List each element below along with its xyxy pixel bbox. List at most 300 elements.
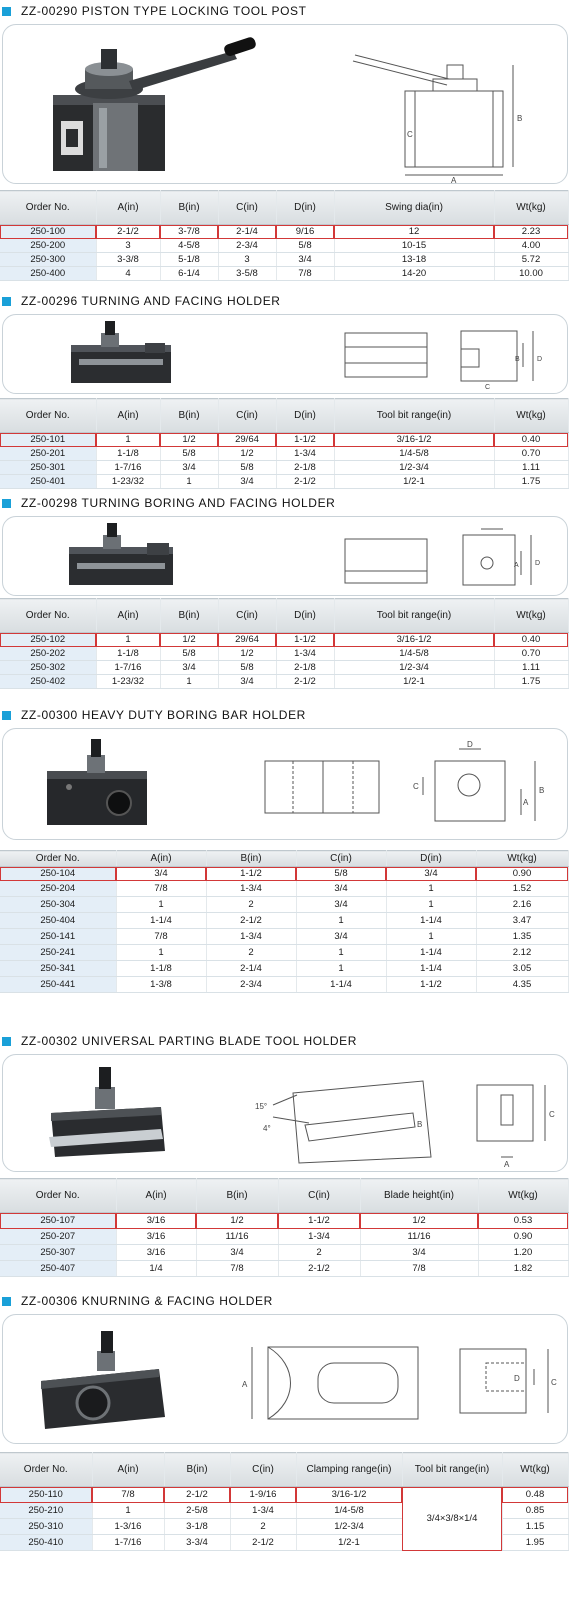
table-cell: 4.35: [476, 977, 568, 993]
section-title: ZZ-00306 KNURNING & FACING HOLDER: [21, 1294, 273, 1308]
table-cell: 0.70: [494, 447, 568, 461]
table-cell: 2: [278, 1245, 360, 1261]
table-cell: 0.48: [502, 1487, 568, 1503]
table-cell: 2-1/4: [218, 225, 276, 239]
table-row: [0, 675, 568, 689]
table-cell: 250-402: [0, 675, 96, 689]
table-cell: 1-3/4: [276, 647, 334, 661]
table-cell: 1-3/8: [116, 977, 206, 993]
table-cell: 1/2-1: [334, 475, 494, 489]
col-header: D(in): [276, 191, 334, 225]
table-cell: 1: [116, 897, 206, 913]
table-cell: 6-1/4: [160, 267, 218, 281]
table-cell: 3-5/8: [218, 267, 276, 281]
table-cell: 0.90: [478, 1229, 568, 1245]
table-cell: 1.82: [478, 1261, 568, 1277]
table-row: [0, 945, 568, 961]
table-cell: 3: [218, 253, 276, 267]
table-cell: 0.70: [494, 647, 568, 661]
table-cell: 1: [96, 633, 160, 647]
table-cell: 1/4-5/8: [334, 647, 494, 661]
dim-label-c: C: [551, 1378, 557, 1387]
product-image-panel: [2, 1314, 568, 1444]
table-cell: 1-3/4: [276, 447, 334, 461]
table-cell: 3/4: [386, 867, 476, 881]
table-cell: 1-7/16: [96, 661, 160, 675]
table-cell: 1/2: [218, 447, 276, 461]
table-cell: 1/2: [160, 633, 218, 647]
table-cell: 1-1/2: [276, 433, 334, 447]
col-header: Wt(kg): [494, 191, 568, 225]
table-cell: 250-302: [0, 661, 96, 675]
table-cell: 5/8: [160, 447, 218, 461]
table-cell: 3/4: [296, 897, 386, 913]
table-row: [0, 475, 568, 489]
table-cell: 1/2-1: [334, 675, 494, 689]
col-header: C(in): [296, 851, 386, 867]
table-cell: 1: [92, 1503, 164, 1519]
col-header: B(in): [164, 1453, 230, 1487]
col-header: A(in): [116, 1179, 196, 1213]
table-cell: 1: [96, 433, 160, 447]
dim-label-d: D: [514, 1374, 520, 1383]
table-cell: 9/16: [276, 225, 334, 239]
table-cell: 1/2: [218, 647, 276, 661]
table-cell: 3.05: [476, 961, 568, 977]
table-cell: 3/4: [276, 253, 334, 267]
col-header: B(in): [206, 851, 296, 867]
table-header-row: [0, 191, 568, 225]
table-cell: 1-1/4: [296, 977, 386, 993]
col-header: C(in): [218, 191, 276, 225]
section-header: [0, 290, 580, 312]
product-image-panel: [2, 314, 568, 394]
table-cell: 1.95: [502, 1535, 568, 1551]
table-cell: 1/2-1: [296, 1535, 402, 1551]
dim-label-c: C: [549, 1110, 555, 1119]
table-row-highlighted: [0, 1213, 568, 1229]
table-cell: 1/4-5/8: [296, 1503, 402, 1519]
table-cell: 250-310: [0, 1519, 92, 1535]
table-cell: 2-1/2: [230, 1535, 296, 1551]
dim-label-c: C: [407, 130, 413, 139]
table-row: [0, 447, 568, 461]
table-cell: 3: [96, 239, 160, 253]
table-cell: 1/4-5/8: [334, 447, 494, 461]
table-cell: 2-1/2: [276, 675, 334, 689]
table-cell: 10.00: [494, 267, 568, 281]
table-cell: 1.75: [494, 675, 568, 689]
table-cell: 1-23/32: [96, 675, 160, 689]
col-header: C(in): [218, 399, 276, 433]
table-cell: 250-104: [0, 867, 116, 881]
col-header: A(in): [96, 191, 160, 225]
table-cell: 3/4: [160, 461, 218, 475]
table-row-highlighted: [0, 867, 568, 881]
table-cell-merged: 3/4×3/8×1/4: [402, 1487, 502, 1551]
table-cell: 2-1/2: [206, 913, 296, 929]
table-cell: 2-1/8: [276, 661, 334, 675]
table-cell: 2: [230, 1519, 296, 1535]
table-cell: 3/4: [218, 475, 276, 489]
table-cell: 2-1/4: [206, 961, 296, 977]
table-cell: 2-1/2: [96, 225, 160, 239]
table-cell: 1.15: [502, 1519, 568, 1535]
col-header: B(in): [160, 399, 218, 433]
table-cell: 250-300: [0, 253, 96, 267]
section-marker-icon: [2, 1297, 11, 1306]
table-cell: 1-1/4: [386, 913, 476, 929]
dim-label-a: A: [523, 798, 529, 807]
angle-label-4: 4°: [263, 1124, 271, 1133]
dim-label-b: B: [515, 356, 520, 363]
dim-label-a: A: [514, 562, 519, 569]
table-cell: 1: [160, 675, 218, 689]
section-marker-icon: [2, 711, 11, 720]
table-row: [0, 661, 568, 675]
table-cell: 250-241: [0, 945, 116, 961]
table-cell: 4-5/8: [160, 239, 218, 253]
parting-blade-holder-drawing: [253, 1065, 563, 1167]
table-cell: 1: [296, 945, 386, 961]
section-title: ZZ-00290 PISTON TYPE LOCKING TOOL POST: [21, 4, 307, 18]
table-cell: 250-207: [0, 1229, 116, 1245]
table-cell: 250-100: [0, 225, 96, 239]
col-header: A(in): [116, 851, 206, 867]
table-cell: 11/16: [360, 1229, 478, 1245]
table-cell: 1-1/8: [96, 647, 160, 661]
spec-table: [0, 1178, 569, 1277]
section-marker-icon: [2, 1037, 11, 1046]
table-cell: 250-301: [0, 461, 96, 475]
knurling-holder-photo: [33, 1325, 183, 1435]
table-cell: 250-400: [0, 267, 96, 281]
col-header: Blade height(in): [360, 1179, 478, 1213]
table-cell: 1-1/4: [386, 945, 476, 961]
table-cell: 1: [160, 475, 218, 489]
table-cell: 7/8: [116, 929, 206, 945]
table-cell: 0.40: [494, 633, 568, 647]
table-cell: 3.47: [476, 913, 568, 929]
table-cell: 2: [206, 945, 296, 961]
table-cell: 5/8: [276, 239, 334, 253]
table-cell: 12: [334, 225, 494, 239]
table-cell: 1/4: [116, 1261, 196, 1277]
table-cell: 2-1/2: [278, 1261, 360, 1277]
table-cell: 250-110: [0, 1487, 92, 1503]
table-cell: 7/8: [276, 267, 334, 281]
table-cell: 250-441: [0, 977, 116, 993]
table-cell: 1/2: [196, 1213, 278, 1229]
table-row: [0, 1229, 568, 1245]
table-cell: 250-101: [0, 433, 96, 447]
table-row: [0, 267, 568, 281]
col-header: C(in): [230, 1453, 296, 1487]
table-row: [0, 881, 568, 897]
table-row-highlighted: [0, 633, 568, 647]
piston-tool-post-drawing: [343, 43, 543, 183]
table-cell: 1-23/32: [96, 475, 160, 489]
table-cell: 250-341: [0, 961, 116, 977]
col-header: A(in): [96, 399, 160, 433]
col-header: Wt(kg): [478, 1179, 568, 1213]
table-cell: 4: [96, 267, 160, 281]
table-cell: 3/4: [116, 867, 206, 881]
table-cell: 1: [386, 897, 476, 913]
col-header: Tool bit range(in): [334, 399, 494, 433]
table-cell: 1-3/4: [206, 929, 296, 945]
col-header: Order No.: [0, 191, 96, 225]
dim-label-d: D: [535, 560, 541, 567]
col-header: C(in): [218, 599, 276, 633]
table-cell: 250-204: [0, 881, 116, 897]
table-cell: 250-401: [0, 475, 96, 489]
table-cell: 3-3/8: [96, 253, 160, 267]
dim-label-a: A: [242, 1380, 248, 1389]
table-header-row: [0, 399, 568, 433]
table-cell: 13-18: [334, 253, 494, 267]
section-marker-icon: [2, 499, 11, 508]
col-header: B(in): [160, 599, 218, 633]
dim-label-d: D: [467, 741, 473, 749]
col-header: D(in): [276, 399, 334, 433]
table-row: [0, 929, 568, 945]
col-header: Wt(kg): [494, 399, 568, 433]
table-cell: 1-1/4: [386, 961, 476, 977]
col-header: D(in): [276, 599, 334, 633]
table-cell: 250-307: [0, 1245, 116, 1261]
table-cell: 2-1/2: [164, 1487, 230, 1503]
dim-label-c: C: [485, 384, 491, 391]
section-marker-icon: [2, 297, 11, 306]
col-header: C(in): [278, 1179, 360, 1213]
table-cell: 1: [386, 881, 476, 897]
table-row: [0, 897, 568, 913]
table-cell: 1-1/2: [206, 867, 296, 881]
table-row-highlighted: [0, 1487, 568, 1503]
table-cell: 1/2: [360, 1213, 478, 1229]
table-cell: 250-141: [0, 929, 116, 945]
table-cell: 1-1/2: [386, 977, 476, 993]
table-cell: 1.52: [476, 881, 568, 897]
col-header: Order No.: [0, 1179, 116, 1213]
table-cell: 1-7/16: [92, 1535, 164, 1551]
table-cell: 7/8: [196, 1261, 278, 1277]
product-image-panel: [2, 516, 568, 596]
table-cell: 10-15: [334, 239, 494, 253]
table-row: [0, 1245, 568, 1261]
table-cell: 1: [116, 945, 206, 961]
section-header: [0, 704, 580, 726]
turning-boring-facing-holder-drawing: [333, 521, 563, 595]
table-cell: 1-3/4: [206, 881, 296, 897]
col-header: D(in): [386, 851, 476, 867]
table-cell: 1/2-3/4: [296, 1519, 402, 1535]
table-cell: 5-1/8: [160, 253, 218, 267]
table-cell: 250-210: [0, 1503, 92, 1519]
col-header: A(in): [96, 599, 160, 633]
section-header: [0, 1290, 580, 1312]
table-cell: 250-201: [0, 447, 96, 461]
col-header: Order No.: [0, 1453, 92, 1487]
table-cell: 2: [206, 897, 296, 913]
dim-label-b: B: [517, 114, 523, 123]
table-cell: 0.85: [502, 1503, 568, 1519]
boring-bar-holder-drawing: [253, 741, 563, 837]
table-cell: 3-3/4: [164, 1535, 230, 1551]
col-header: Wt(kg): [476, 851, 568, 867]
table-cell: 1-9/16: [230, 1487, 296, 1503]
table-cell: 1: [296, 961, 386, 977]
table-cell: 4.00: [494, 239, 568, 253]
table-cell: 0.53: [478, 1213, 568, 1229]
col-header: B(in): [160, 191, 218, 225]
table-cell: 2.23: [494, 225, 568, 239]
product-image-panel: [2, 1054, 568, 1172]
table-cell: 7/8: [92, 1487, 164, 1503]
product-image-panel: [2, 728, 568, 840]
table-cell: 7/8: [360, 1261, 478, 1277]
table-cell: 29/64: [218, 633, 276, 647]
table-cell: 2.16: [476, 897, 568, 913]
col-header: Clamping range(in): [296, 1453, 402, 1487]
table-row: [0, 253, 568, 267]
table-cell: 5/8: [218, 661, 276, 675]
table-row-highlighted: [0, 433, 568, 447]
table-cell: 5/8: [160, 647, 218, 661]
table-cell: 3-7/8: [160, 225, 218, 239]
spec-table: [0, 1452, 569, 1551]
table-cell: 2-3/4: [218, 239, 276, 253]
section-title: ZZ-00298 TURNING BORING AND FACING HOLDER: [21, 496, 336, 510]
table-cell: 1: [386, 929, 476, 945]
table-row: [0, 913, 568, 929]
table-cell: 2-1/2: [276, 475, 334, 489]
table-cell: 2.12: [476, 945, 568, 961]
col-header: B(in): [196, 1179, 278, 1213]
table-cell: 250-107: [0, 1213, 116, 1229]
table-cell: 3/16-1/2: [334, 633, 494, 647]
table-cell: 3/16-1/2: [296, 1487, 402, 1503]
table-cell: 0.90: [476, 867, 568, 881]
piston-tool-post-photo: [33, 33, 263, 183]
table-cell: 3/4: [296, 929, 386, 945]
table-row: [0, 647, 568, 661]
col-header: Order No.: [0, 599, 96, 633]
spec-table: [0, 850, 569, 993]
table-cell: 1-3/16: [92, 1519, 164, 1535]
table-cell: 5/8: [218, 461, 276, 475]
table-cell: 14-20: [334, 267, 494, 281]
table-cell: 7/8: [116, 881, 206, 897]
table-cell: 3/4: [360, 1245, 478, 1261]
table-cell: 1-3/4: [278, 1229, 360, 1245]
section-header: [0, 0, 580, 22]
table-cell: 1-1/8: [116, 961, 206, 977]
dim-label-c: C: [413, 782, 419, 791]
table-row: [0, 239, 568, 253]
table-row: [0, 461, 568, 475]
dim-label-a: A: [451, 176, 457, 183]
spec-table: [0, 598, 569, 689]
table-cell: 1-1/8: [96, 447, 160, 461]
parting-blade-holder-photo: [41, 1063, 181, 1165]
table-cell: 250-200: [0, 239, 96, 253]
table-header-row: [0, 1179, 568, 1213]
table-cell: 1-1/2: [278, 1213, 360, 1229]
table-cell: 29/64: [218, 433, 276, 447]
table-cell: 5.72: [494, 253, 568, 267]
spec-table: [0, 398, 569, 489]
table-row-highlighted: [0, 225, 568, 239]
col-header: A(in): [92, 1453, 164, 1487]
table-cell: 5/8: [296, 867, 386, 881]
table-cell: 250-102: [0, 633, 96, 647]
table-header-row: [0, 851, 568, 867]
col-header: Order No.: [0, 399, 96, 433]
knurling-holder-drawing: [238, 1335, 563, 1435]
table-cell: 3/16: [116, 1213, 196, 1229]
table-cell: 250-304: [0, 897, 116, 913]
table-cell: 2-1/8: [276, 461, 334, 475]
col-header: Order No.: [0, 851, 116, 867]
table-cell: 250-407: [0, 1261, 116, 1277]
turning-facing-holder-photo: [63, 319, 183, 391]
table-cell: 1/2: [160, 433, 218, 447]
table-row: [0, 977, 568, 993]
col-header: Tool bit range(in): [334, 599, 494, 633]
col-header: Tool bit range(in): [402, 1453, 502, 1487]
product-image-panel: [2, 24, 568, 184]
table-cell: 3/4: [296, 881, 386, 897]
table-cell: 3/4: [218, 675, 276, 689]
table-cell: 3/4: [160, 661, 218, 675]
angle-label-15: 15°: [255, 1102, 268, 1111]
table-cell: 1/2-3/4: [334, 461, 494, 475]
dim-label-d: D: [537, 356, 543, 363]
table-cell: 1.75: [494, 475, 568, 489]
table-cell: 3/4: [196, 1245, 278, 1261]
section-header: [0, 1030, 580, 1052]
table-header-row: [0, 599, 568, 633]
table-cell: 11/16: [196, 1229, 278, 1245]
table-cell: 250-202: [0, 647, 96, 661]
table-cell: 1-1/2: [276, 633, 334, 647]
table-cell: 3/16-1/2: [334, 433, 494, 447]
table-cell: 1.20: [478, 1245, 568, 1261]
col-header: Wt(kg): [502, 1453, 568, 1487]
table-cell: 1-3/4: [230, 1503, 296, 1519]
table-cell: 2-5/8: [164, 1503, 230, 1519]
table-header-row: [0, 1453, 568, 1487]
dim-label-b: B: [417, 1120, 423, 1129]
table-row: [0, 1261, 568, 1277]
table-cell: 3-1/8: [164, 1519, 230, 1535]
section-title: ZZ-00300 HEAVY DUTY BORING BAR HOLDER: [21, 708, 306, 722]
table-cell: 2-3/4: [206, 977, 296, 993]
table-cell: 1-1/4: [116, 913, 206, 929]
table-cell: 1.11: [494, 461, 568, 475]
section-header: [0, 492, 580, 514]
table-row: [0, 961, 568, 977]
table-cell: 1/2-3/4: [334, 661, 494, 675]
spec-table: [0, 190, 569, 281]
table-cell: 250-410: [0, 1535, 92, 1551]
table-cell: 3/16: [116, 1245, 196, 1261]
section-marker-icon: [2, 7, 11, 16]
col-header: Wt(kg): [494, 599, 568, 633]
turning-facing-holder-drawing: [333, 321, 563, 391]
